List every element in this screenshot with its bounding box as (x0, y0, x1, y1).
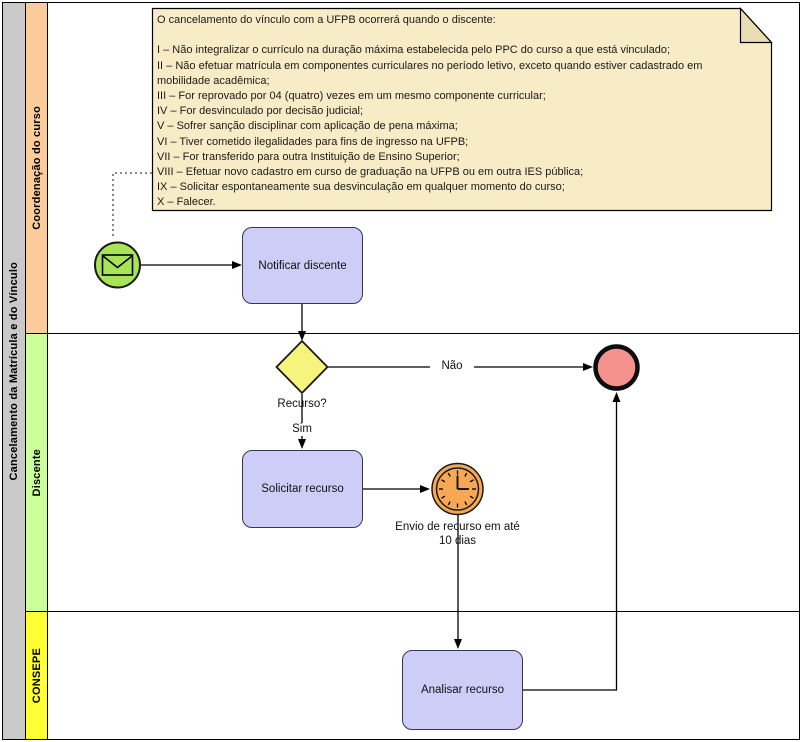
flow-notificar-to-gateway[interactable] (298, 304, 306, 341)
lane-title-consepe: CONSEPE (30, 647, 43, 704)
annotation-line: III – For reprovado por 04 (quatro) vezes em um mesmo componente curricular; (157, 89, 546, 102)
gateway-recurso[interactable] (277, 341, 328, 393)
annotation-line: VIII – Efetuar novo cadastro em curso de graduação na UFPB ou em outra IES pública; (157, 165, 584, 178)
timer-event[interactable] (432, 464, 483, 515)
annotation-line (157, 28, 765, 43)
annotation-line: IV – For desvinculado por decisão judicial; (157, 105, 364, 118)
lane-title-coordenacao: Coordenação do curso (30, 106, 43, 230)
annotation-line: IX – Solicitar espontaneamente sua desvinculação em qualquer momento do curso; (157, 181, 565, 194)
annotation-line: II – Não efetuar matrícula em componentes curriculares no período letivo, exceto quando estiver cadastrado em (157, 59, 703, 72)
end-event[interactable] (596, 347, 638, 389)
flow-start-to-notificar[interactable] (141, 261, 242, 269)
annotation-line: O cancelamento do vínculo com a UFPB ocorrerá quando o discente: (157, 14, 496, 26)
annotation-line: mobilidade acadêmica; (157, 74, 270, 87)
lane-title-discente: Discente (30, 448, 43, 497)
gateway-label: Recurso? (277, 398, 327, 410)
task-label: Notificar discente (258, 259, 347, 272)
flow-label-sim: Sim (284, 423, 320, 436)
start-message-event[interactable] (95, 243, 140, 288)
flow-solicitar-to-timer[interactable] (363, 485, 430, 493)
annotation-line: V – Sofrer sanção disciplinar com aplicação de pena máxima; (157, 120, 458, 133)
task-label: Analisar recurso (420, 684, 505, 696)
annotation-line: I – Não integralizar o currículo na duração máxima estabelecida pelo PPC do curso a que está vinculado; (157, 44, 671, 57)
task-notificar-discente[interactable] (242, 227, 363, 304)
task-solicitar-recurso[interactable] (242, 450, 363, 528)
flow-label-nao: Não (430, 360, 474, 373)
association-note-start[interactable] (113, 173, 152, 239)
annotation-line: VI – Tiver cometido ilegalidades para fins de ingresso na UFPB; (157, 135, 469, 148)
flow-analisar-to-end[interactable] (523, 392, 621, 690)
annotation-line: X – Falecer. (157, 196, 216, 209)
envelope-icon (103, 255, 133, 275)
task-label: Solicitar recurso (261, 483, 344, 495)
annotation-line: VII – For transferido para outra Instituição de Ensino Superior; (157, 150, 460, 163)
task-analisar-recurso[interactable] (402, 650, 523, 730)
annotation-text (157, 13, 765, 210)
timer-label: Envio de recurso em até 10 dias (395, 521, 520, 547)
pool-title: Cancelamento da Matrícula e do Vínculo (8, 261, 20, 481)
